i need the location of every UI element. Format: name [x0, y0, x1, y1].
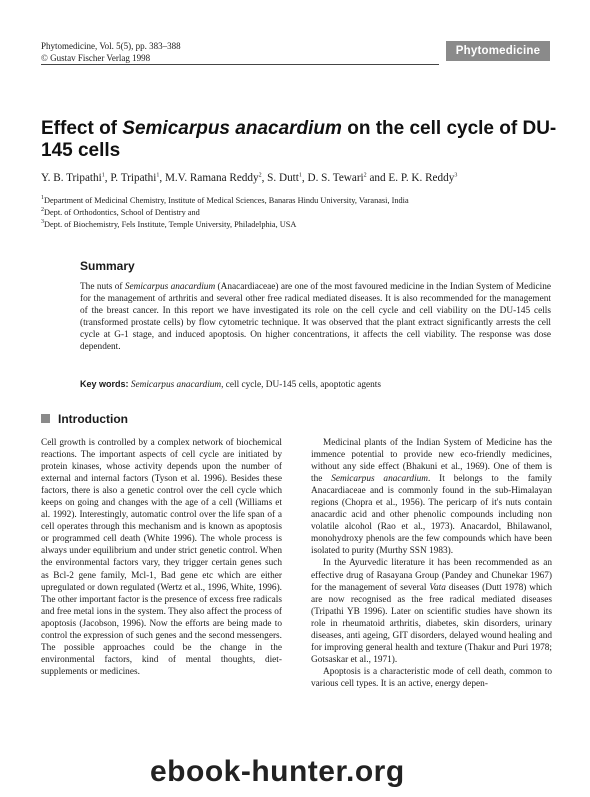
summary-heading: Summary	[80, 259, 135, 273]
body-column-left	[41, 437, 282, 678]
affiliation-item: $^3$Dept. of Biochemistry, Fels Institute, Temple University, Philadelphia, USA	[41, 219, 297, 229]
watermark: ebook-hunter.org	[150, 755, 405, 788]
author: Y. B. Tripathi$^1$	[41, 172, 105, 184]
title-post: on the cell cycle of DU-145 cells	[41, 118, 557, 161]
affiliation-item: $^1$Department of Medicinal Chemistry, Institute of Medical Sciences, Banaras Hindu University, Varanasi, India	[41, 195, 409, 205]
paragraph: In the Ayurvedic literature it has been recommended as an effective drug of Rasayana Group (Pandey and Chunekar 1967) for the management of several Vata diseases (Dutt 1978) which are now recognised as the free radical mediated diseases (Tripathi YB 1996). Later on scientific studies have shown its role in rheumatoid arthritis, diabetes, skin disorders, urinary diseases, anti ageing, GIT disorders, delayed wound healing and for improving general health and texture (Thakur and Puri 1978; Gotsaskar et al., 1971).	[311, 558, 553, 665]
citation-line: Phytomedicine, Vol. 5(5), pp. 383–388	[41, 41, 181, 51]
keywords: Key words: Semicarpus anacardium, cell cycle, DU-145 cells, apoptotic agents	[80, 379, 381, 390]
journal-citation	[41, 40, 181, 64]
paragraph: Medicinal plants of the Indian System of Medicine has the immence potential to provide new eco-friendly medicines, without any side effect (Bhakuni et al., 1969). One of them is the Semicarpus anacardium. It belongs to the family Anacardiaceae and is commonly found in the sub-Himalayan regions (Chopra et al., 1956). The pericarp of it's nuts contain anacardic acid and other phenolic compounds including non volatile alcohol (Rao et al., 1973). Anacardol, Bhilawanol, monohydroxy phenols are the few compounds which have been isolated to purity (Murthy SSN 1983).	[311, 438, 552, 557]
title-italic: Semicarpus anacardium	[122, 118, 342, 139]
body-column-right	[311, 437, 552, 690]
affiliation-item: $^2$Dept. of Orthodontics, School of Dentistry and	[41, 207, 200, 217]
keywords-label: Key words:	[80, 379, 129, 389]
author: P. Tripathi$^1$	[110, 172, 160, 184]
author: E. P. K. Reddy$^3$	[388, 172, 458, 184]
header-rule	[41, 64, 439, 65]
title-pre: Effect of	[41, 118, 123, 139]
section-square-icon	[41, 414, 50, 423]
author: M.V. Ramana Reddy$^2$	[164, 172, 262, 184]
journal-badge: Phytomedicine	[446, 41, 550, 61]
author: S. Dutt$^1$	[267, 172, 302, 184]
paragraph: Cell growth is controlled by a complex network of biochemical reactions. The important aspects of cell cycle are initiated by protein kinases, whose activity depends upon the number of external and internal factors (Tyson et al. 1996). Besides these factors, there is also a genetic control over the cell cycle which keeps on going and changes with the age of a cell (Williams et al. 1992). Interestingly, automatic control over the life span of a cell operates through this mechanism and is known as apoptosis or programmed cell death (White 1996). The whole process is always under equilibrium and under strict genetic control. When the environmental factors vary, they trigger certain genes such as Bcl-2 gene family, Mcl-1, Bad gene etc which are either upregulated or down regulated (Wertz et al., 1996, White, 1996). The other important factor is the presence of excess free radicals and free metal ions in the system. They also affect the process of apoptosis (Jacobson, 1996). Now the efforts are being made to control the expression of such genes and the second messengers. The possible approaches could be the change in the environmental factors, kind of mental thoughts, diet-supplements or medicines.	[41, 438, 282, 677]
article-title	[41, 118, 561, 162]
affiliations	[41, 195, 561, 231]
paragraph: Apoptosis is a characteristic mode of cell death, common to various cell types. It is an active, energy depen-	[311, 666, 552, 689]
publisher-line: © Gustav Fischer Verlag 1998	[41, 53, 151, 63]
introduction-heading: Introduction	[41, 412, 128, 426]
author-list: Y. B. Tripathi$^1$, P. Tripathi$^1$, M.V. Ramana Reddy$^2$, S. Dutt$^1$, D. S. Tewari$^2$ and E. P. K. Reddy$^3$	[41, 172, 458, 184]
summary-text: The nuts of Semicarpus anacardium (Anacardiaceae) are one of the most favoured medicine in the Indian System of Medicine for the management of arthritis and several other free radical mediated diseases. It is also recommended for the management of the breast cancer. In this report we have investigated its role on the cell cycle and cell viability on the DU-145 cells (transformed prostate cells) by flow cytometric technique. It was observed that the plant extract significantly arrests the cell cycle at G-1 stage, and induced apoptosis. On higher concentrations, it affects the cell viability. The response was dose dependent.	[80, 282, 551, 353]
author: D. S. Tewari$^2$	[307, 172, 367, 184]
